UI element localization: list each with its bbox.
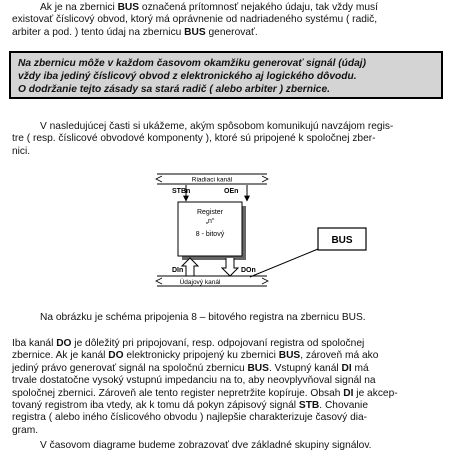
text-segment: Iba kanál [12,338,57,349]
text-segment: existovať číslicový obvod, ktorý má oprávnenie od nadriadeného systému ( radič, [12,14,378,26]
bold-term: BUS [278,350,301,362]
bold-term: DO [108,350,124,362]
register-bits: 8 - bitový [195,231,225,238]
paragraph-line [12,412,442,424]
bus-pointer [250,249,318,277]
text-segment: je akcep- [353,387,398,399]
bold-term: STB [298,400,320,412]
register-bus-diagram [0,172,454,306]
paragraph-line [12,27,442,39]
paragraph-line [12,363,442,375]
text-segment: . Chovanie [319,400,368,412]
oe-label: OEn [224,188,239,195]
paragraph-line [12,350,442,362]
final-sentence: V časovom diagrame budeme zobrazovať dve základné skupiny signálov. [40,440,372,451]
text-segment: zbernice. Ak je kanál [12,350,109,362]
intro-paragraph [12,2,442,39]
text-segment: trvale dostatočne vysoký vstupnú impedanciu na to, aby neovplyvňoval signál na [12,375,376,387]
figure-caption: Na obrázku je schéma pripojenia 8 – bitového registra na zbernicu BUS. [40,312,366,323]
paragraph-line [12,2,442,14]
text-segment: arbiter a pod. ) tento údaj na zbernicu [12,26,185,38]
bold-term: BUS [184,26,206,38]
text-segment: generovať. [205,26,258,38]
text-segment: je dôležitý pri pripojovaní, resp. odpojovaní registra od spoločnej [71,338,365,349]
don-label: DOn [241,267,256,274]
text-segment: , zároveň má ako [300,350,379,362]
paragraph-line [12,425,442,437]
text-segment: Ak je na zbernici [40,2,118,13]
paragraph-line [12,388,442,400]
control-channel [156,174,268,184]
highlight-box [9,51,443,99]
data-channel-label: Údajový kanál [179,279,221,286]
paragraph-line: nici. [12,145,31,157]
text-segment: registra ( alebo iného číslicového obvodu ) najlepšie charakterizuje časový dia- [12,412,368,424]
control-channel-label: Riadiaci kanál [191,176,233,184]
text-segment: spoločnej zbernici. Zároveň ale tento register nepretržite kopíruje. Obsah [12,387,344,399]
bus-label: BUS [331,235,353,246]
data-channel [156,276,268,286]
text-segment: má [351,362,369,374]
paragraph-3 [12,338,442,437]
paragraph-line [12,375,442,387]
text-segment: tovaný registrom iba vtedy, ak k tomu dá pokyn zápisový signál [12,400,299,412]
highlight-line: vždy iba jediný číslicový obvod z elektronického aj logického dôvodu. [18,71,357,82]
text-segment: označená prítomnosť nejakého údaju, tak vždy musí [139,2,378,13]
bold-term: BUS [247,362,269,374]
bold-term: BUS [117,2,140,13]
register-name: „n“ [205,218,215,225]
stb-label: STBn [172,188,191,195]
text-segment: jediný právo generovať signál na spoločnú zbernicu [12,362,248,374]
register-title: Register [196,209,224,216]
paragraph-line: tre ( resp. číslicové obvodové komponenty ), ktoré sú pripojené k spoločnej zber- [12,133,376,145]
paragraph-line [12,400,442,412]
text-segment: elektronicky pripojený ku zbernici [123,350,279,362]
paragraph-line [12,338,442,350]
highlight-line: Na zbernicu môže v každom časovom okamžiku generovať signál (údaj) [18,58,366,69]
paragraph-2 [12,121,442,158]
text-segment: gram. [12,424,39,436]
highlight-line: O dodržanie tejto zásady sa stará radič ( alebo arbiter ) zbernice. [18,84,330,95]
bold-term: DI [343,387,354,399]
bold-term: DI [341,362,352,374]
paragraph-line [12,14,442,26]
bold-term: DO [56,338,72,349]
din-channel [182,258,198,276]
paragraph-line: V nasledujúcej časti si ukážeme, akým spôsobom komunikujú navzájom regis- [40,121,394,132]
din-label: DIn [172,267,184,274]
text-segment: . Vstupný kanál [268,362,342,374]
don-channel [222,258,238,276]
